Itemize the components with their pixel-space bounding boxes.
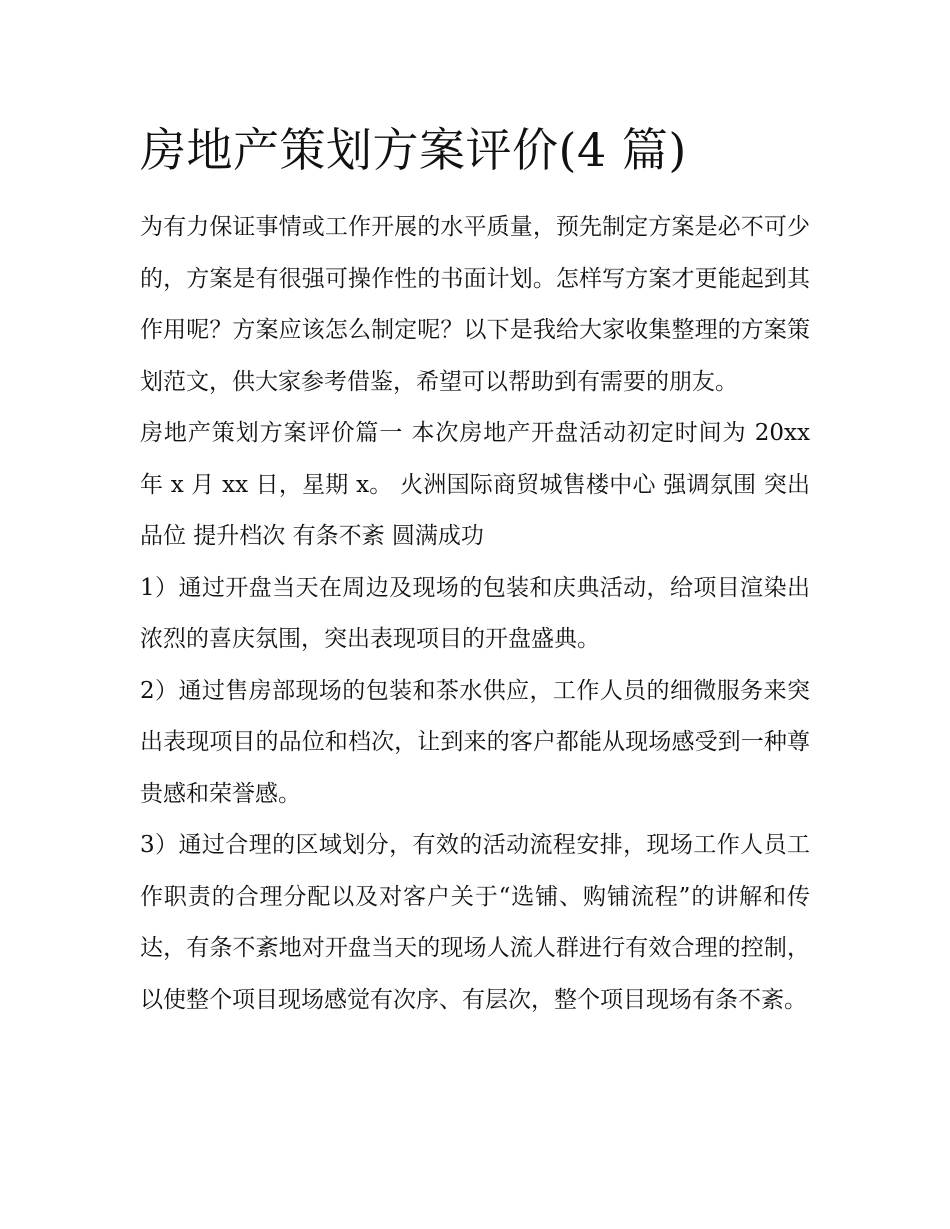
section-one-paragraph: 房地产策划方案评价篇一 本次房地产开盘活动初定时间为 20xx 年 x 月 xx 日，星期 x。 火洲国际商贸城售楼中心 强调氛围 突出品位 提升档次 有条不紊 圆满成功	[140, 420, 810, 549]
list-item-2: 2）通过售房部现场的包装和茶水供应，工作人员的细微服务来突出表现项目的品位和档次，让到来的客户都能从现场感受到一种尊贵感和荣誉感。	[140, 677, 810, 807]
document-title: 房地产策划方案评价(4 篇)	[140, 123, 687, 177]
list-item-1: 1）通过开盘当天在周边及现场的包装和庆典活动，给项目渲染出浓烈的喜庆氛围，突出表现项目的开盘盛典。	[140, 574, 810, 652]
list-item-3: 3）通过合理的区域划分，有效的活动流程安排，现场工作人员工作职责的合理分配以及对客户关于“选铺、购铺流程”的讲解和传达，有条不紊地对开盘当天的现场人流人群进行有效合理的控制，以使整个项目现场感觉有次序、有层次，整个项目现场有条不紊。	[140, 832, 810, 1013]
intro-paragraph: 为有力保证事情或工作开展的水平质量，预先制定方案是必不可少的，方案是有很强可操作性的书面计划。怎样写方案才更能起到其作用呢？方案应该怎么制定呢？以下是我给大家收集整理的方案策划范文，供大家参考借鉴，希望可以帮助到有需要的朋友。	[140, 214, 810, 395]
document-body	[140, 112, 810, 1026]
